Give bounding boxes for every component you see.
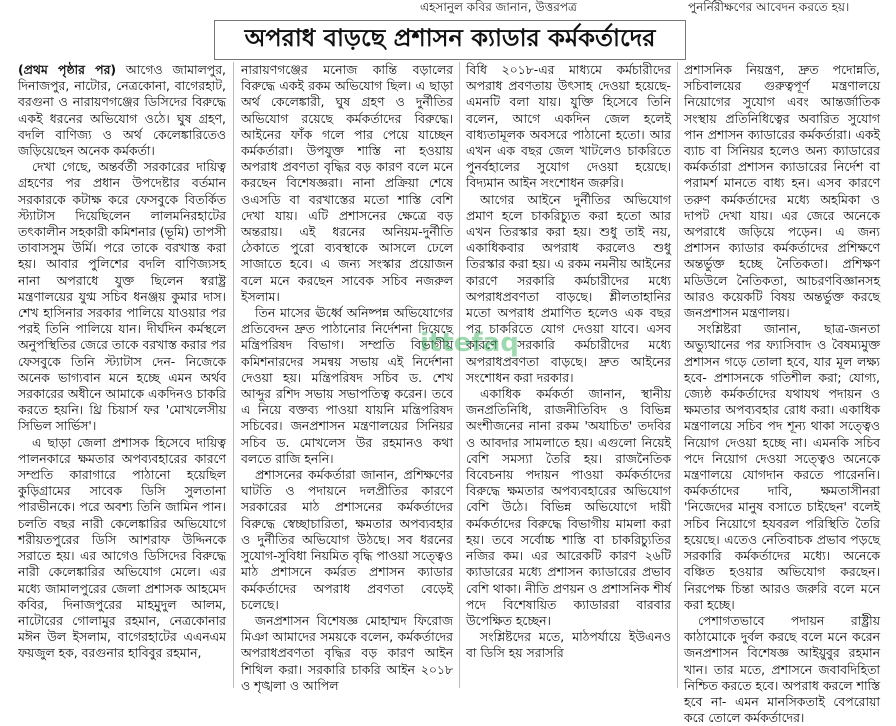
- article-column-2: [241, 62, 453, 693]
- article-paragraph: বিধি ২০১৮-এর মাধ্যমে কর্মচারীদের অপরাধ প্রবণতায় উৎসাহ দেওয়া হয়েছে- এমনটি বলা যায়। যুক্তি হিসেবে তিনি বলেন, আগে একদিন জেল হলেই বাধ্যতামূলক অবসরে পাঠানো হতো। আর এখন এক বছর জেল খাটলেও চাকরিতে পুনর্বহালের সুযোগ দেওয়া হয়েছে। বিদ্যমান আইন সংশোধন জরুরি।: [466, 62, 671, 191]
- column-divider: [677, 62, 678, 688]
- article-column-4: [684, 62, 880, 726]
- article-paragraph: পেশাগতভাবে পদায়ন রাষ্ট্রীয় কাঠামোকে দুর্বল করছে বলে মনে করেন জনপ্রশাসন বিশেষজ্ঞ আইয়ুবুর রহমান খান। তার মতে, প্রশাসনে জবাবদিহিতা নিশ্চিত করতে হবে। অপরাধ করলে শাস্তি হবে না- এমন মানসিকতাই বেপরোয়া করে তোলে কর্মকর্তাদের।: [684, 612, 880, 726]
- previous-article-strip: [0, 0, 896, 20]
- article-paragraph: দেখা গেছে, অন্তর্বর্তী সরকারের দায়িত্ব গ্রহণের পর প্রধান উপদেষ্টার বর্তমান সরকারকে কটাক্ষ করে ফেসবুকে বিতর্কিত স্ট্যাটাস দিয়েছিলেন লালমনিরহাটের তৎকালীন সহকারী কমিশনার (ভূমি) তাপসী তাবাসসুম উর্মি। পরে তাকে বরখাস্ত করা হয়। আবার পুলিশের বদলি বাণিজ্যসহ নানা অপরাধে যুক্ত ছিলেন স্বরাষ্ট্র মন্ত্রণালয়ের যুগ্ম সচিব ধনঞ্জয় কুমার দাস। শেখ হাসিনার সরকার পালিয়ে যাওয়ার পর পরই তিনি পালিয়ে যান। দীর্ঘদিন কর্মস্থলে অনুপস্থিতির জেরে তাকে বরখাস্ত করার পর ফেসবুকে তিনি স্ট্যাটাস দেন- নিজেকে অনেক ভাগ্যবান মনে হচ্ছে এমন অর্থব সরকারের অধীনে আমাকে একদিনও চাকরি করতে হয়নি। থ্রি চিয়ার্স ফর 'মোখলেসীয় সিভিল সার্ভিস'।: [18, 159, 227, 434]
- article-paragraph: প্রশাসনিক নিয়ন্ত্রণ, দ্রুত পদোন্নতি, সচিবালয়ের গুরুত্বপূর্ণ মন্ত্রণালয়ে নিয়োগের সুযোগ এবং আন্তর্জাতিক সংস্থায় প্রতিনিধিত্বের অবারিত সুযোগ পান প্রশাসন ক্যাডারের কর্মকর্তারা। একই ব্যাচ বা সিনিয়র হলেও অন্য ক্যাডারের কর্মকর্তারা প্রশাসন ক্যাডারের নির্দেশ বা পরামর্শ মানতে বাধ্য হন। এসব কারণে তরুণ কর্মকর্তাদের মধ্যে অহমিকা ও দাপট দেখা যায়। এর জেরে অনেকে অপরাধে জড়িয়ে পড়েন। এ জন্য প্রশাসন ক্যাডার কর্মকর্তাদের প্রশিক্ষণে অন্তর্ভুক্ত হচ্ছে নৈতিকতা। প্রশিক্ষণ মডিউলে নৈতিকতা, আচরণবিজ্ঞানসহ আরও কয়েকটি বিষয় অন্তর্ভুক্ত করছে জনপ্রশাসন মন্ত্রণালয়।: [684, 62, 880, 321]
- previous-article-fragment: এহসানুল কবির জানান, উত্তরপত্র: [420, 0, 577, 14]
- article-paragraph: একাধিক কর্মকর্তা জানান, স্থানীয় জনপ্রতিনিধি, রাজনীতিবিদ ও বিভিন্ন অংশীজনের নানা রকম 'অযাচিত' তদবির ও আবদার সামলাতে হয়। এগুলো নিয়েই বেশি সমস্যা তৈরি হয়। রাজনৈতিক বিবেচনায় পদায়ন পাওয়া কর্মকর্তাদের বিরুদ্ধে ক্ষমতার অপব্যবহারের অভিযোগ বেশি উঠে। বিভিন্ন অভিযোগে দায়ী কর্মকর্তাদের বিরুদ্ধে বিভাগীয় মামলা করা হয়। তবে সর্বোচ্চ শাস্তি বা চাকরিচ্যুতির নজির কম। এর আরেকটি কারণ ২৬টি ক্যাডারের মধ্যে প্রশাসন ক্যাডারের প্রভাব বেশি থাকা। নীতি প্রণয়ন ও প্রশাসনিক শীর্ষ পদে বিশেষায়িত ক্যাডাররা বারবার উপেক্ষিত হচ্ছেন।: [466, 386, 671, 628]
- article-paragraph: জনপ্রশাসন বিশেষজ্ঞ মোহাম্মদ ফিরোজ মিঞা আমাদের সময়কে বলেন, কর্মকর্তাদের অপরাধপ্রবণতা বৃদ্ধির বড় কারণ আইন শিথিল করা। সরকারি চাকরি আইন ২০১৮ ও শৃঙ্খলা ও আপিল: [241, 612, 453, 693]
- article-headline: অপরাধ বাড়ছে প্রশাসন ক্যাডার কর্মকর্তাদের: [214, 20, 686, 60]
- article-paragraph: প্রশাসনের কর্মকর্তারা জানান, প্রশিক্ষণের ঘাটতি ও পদায়নে দলপ্রীতির কারণে সরকারের মাঠ প্রশাসনের কর্মকর্তাদের বিরুদ্ধে স্বেচ্ছাচারিতা, ক্ষমতার অপব্যবহার ও দুর্নীতির অভিযোগ উঠছে। সব ধরনের সুযোগ-সুবিধা নিয়মিত বৃদ্ধি পাওয়া সত্ত্বেও মাঠ প্রশাসনে কর্মরত প্রশাসন ক্যাডার কর্মকর্তাদের অপরাধ প্রবণতা বেড়েই চলেছে।: [241, 467, 453, 612]
- article-column-3: [466, 62, 671, 688]
- article-paragraph: (প্রথম পৃষ্ঠার পর) আগেও জামালপুর, দিনাজপুর, নাটোর, নেত্রকোনা, বাগেরহাট, বরগুনা ও নারায়ণগঞ্জের ডিসিদের বিরুদ্ধে একই ধরনের অভিযোগ ওঠে। ঘুষ গ্রহণ, বদলি বাণিজ্য ও অর্থ কেলেঙ্কারিতেও জড়িয়েছেন অনেক কর্মকর্তা।: [18, 62, 226, 159]
- column-divider: [233, 62, 234, 688]
- article-paragraph: সংশ্লিষ্টরা জানান, ছাত্র-জনতা অভ্যুত্থানের পর ফ্যাসিবাদ ও বৈষম্যমুক্ত প্রশাসন গড়ে তোলা হবে, যার মূল লক্ষ্য হবে- প্রশাসনকে গতিশীল করা; যোগ্য, জ্যেষ্ঠ কর্মকর্তাদের যথাযথ পদায়ন ও ক্ষমতার অপব্যবহার রোধ করা। একাধিক মন্ত্রণালয়ে সচিব পদ শূন্য থাকা সত্ত্বেও নিয়োগ দেওয়া হচ্ছে না। এমনকি সচিব পদে নিয়োগ দেওয়া সত্ত্বেও অনেকে মন্ত্রণালয়ে যোগদান করতে পারেননি। কর্মকর্তাদের দাবি, ক্ষমতাসীনরা 'নিজেদের মানুষ বসাতে চাইছেন' বলেই সচিব নিয়োগে হযবরল পরিস্থিতি তৈরি হয়েছে। এতেও নেতিবাচক প্রভাব পড়ছে সরকারি কর্মকর্তাদের মধ্যে। অনেকে বঞ্চিত হওয়ার অভিযোগ করছেন। নিরপেক্ষ চিন্তা আরও জরুরি বলে মনে করা হচ্ছে।: [684, 321, 880, 612]
- continuation-label: (প্রথম পৃষ্ঠার পর): [18, 62, 117, 77]
- article-column-1: [18, 62, 226, 688]
- article-paragraph: তিন মাসের ঊর্ধ্বে অনিষ্পন্ন অভিযোগের প্রতিবেদন দ্রুত পাঠানোর নির্দেশনা দিয়েছে মন্ত্রিপরিষদ বিভাগ। সম্প্রতি বিভাগীয় কমিশনারদের সমন্বয় সভায় এই নির্দেশনা দেওয়া হয়। মন্ত্রিপরিষদ সচিব ড. শেখ আব্দুর রশিদ সভায় সভাপতিত্ব করেন। তবে এ নিয়ে বক্তব্য পাওয়া যায়নি মন্ত্রিপরিষদ সচিবের। জনপ্রশাসন মন্ত্রণালয়ের সিনিয়র সচিব ড. মোখলেস উর রহমানও কথা বলতে রাজি হননি।: [241, 305, 453, 466]
- column-divider: [459, 62, 460, 688]
- newspaper-watermark: ittefaq: [420, 328, 519, 358]
- article-paragraph: নারায়ণগঞ্জের মনোজ কান্তি বড়ালের বিরুদ্ধে একই রকম অভিযোগ ছিল। এ ছাড়া অর্থ কেলেঙ্কারী, ঘুষ গ্রহণ ও দুর্নীতির অভিযোগ রয়েছে কর্মকর্তাদের বিরুদ্ধে। আইনের ফাঁক গলে পার পেয়ে যাচ্ছেন কর্মকর্তারা। উপযুক্ত শাস্তি না হওয়ায় অপরাধ প্রবণতা বৃদ্ধির বড় কারণ বলে মনে করছেন বিশেষজ্ঞরা। নানা প্রক্রিয়া শেষে ওএসডি বা বরখাস্তের মতো শাস্তি বেশি দেখা যায়। এটি প্রশাসনের ক্ষেত্রে বড় অন্তরায়। এই ধরনের অনিয়ম-দুর্নীতি ঠেকাতে পুরো ব্যবস্থাকে আসলে ঢেলে সাজাতে হবে। এ জন্য সংস্কার প্রয়োজন বলে মনে করছেন সাবেক সচিব নজরুল ইসলাম।: [241, 62, 453, 304]
- article-paragraph: আগের আইনে দুর্নীতির অভিযোগ প্রমাণ হলে চাকরিচ্যুত করা হতো আর এখন তিরস্কার করা হয়। শুধু তাই নয়, একাধিকবার অপরাধ করলেও শুধু তিরস্কার করা হয়। এ রকম নমনীয় আইনের কারণে সরকারি কর্মচারীদের মধ্যে অপরাধপ্রবণতা বাড়ছে। শ্লীলতাহানির মতো অপরাধ প্রমাণিত হলেও এক বছর পর চাকরিতে যোগ দেওয়া যাবে। এসব কারণে সরকারি কর্মচারীদের মধ্যে অপরাধপ্রবণতা বাড়ছে। দ্রুত আইনের সংশোধন করা দরকার।: [466, 191, 671, 385]
- article-paragraph: এ ছাড়া জেলা প্রশাসক হিসেবে দায়িত্ব পালনকারে ক্ষমতার অপব্যবহারের কারণে সম্প্রতি কারাগারে পাঠানো হয়েছিল কুড়িগ্রামের সাবেক ডিসি সুলতানা পারভীনকে। পরে অবশ্য তিনি জামিন পান। চলতি বছর নারী কেলেঙ্কারির অভিযোগে শরীয়তপুরের ডিসি আশরাফ উদ্দিনকে সরাতে হয়। এর আগেও ডিসিদের বিরুদ্ধে নারী কেলেঙ্কারির অভিযোগ মেলে। এর মধ্যে জামালপুরের জেলা প্রশাসক আহমেদ কবির, দিনাজপুরের মাহমুদুল আলম, নাটোরের গোলামুর রহমান, নেত্রকোনার মঈন উল ইসলাম, বাগেরহাটের এএনএম ফয়জুল হক, বরগুনার হাবিবুর রহমান,: [18, 434, 226, 661]
- article-paragraph: সংশ্লিষ্টদের মতে, মাঠপর্যায়ে ইউএনও বা ডিসি হয় সরাসরি: [466, 629, 671, 661]
- previous-article-fragment-right: পুনর্নিরীক্ষণের আবেদন করতে হয়।: [688, 0, 850, 14]
